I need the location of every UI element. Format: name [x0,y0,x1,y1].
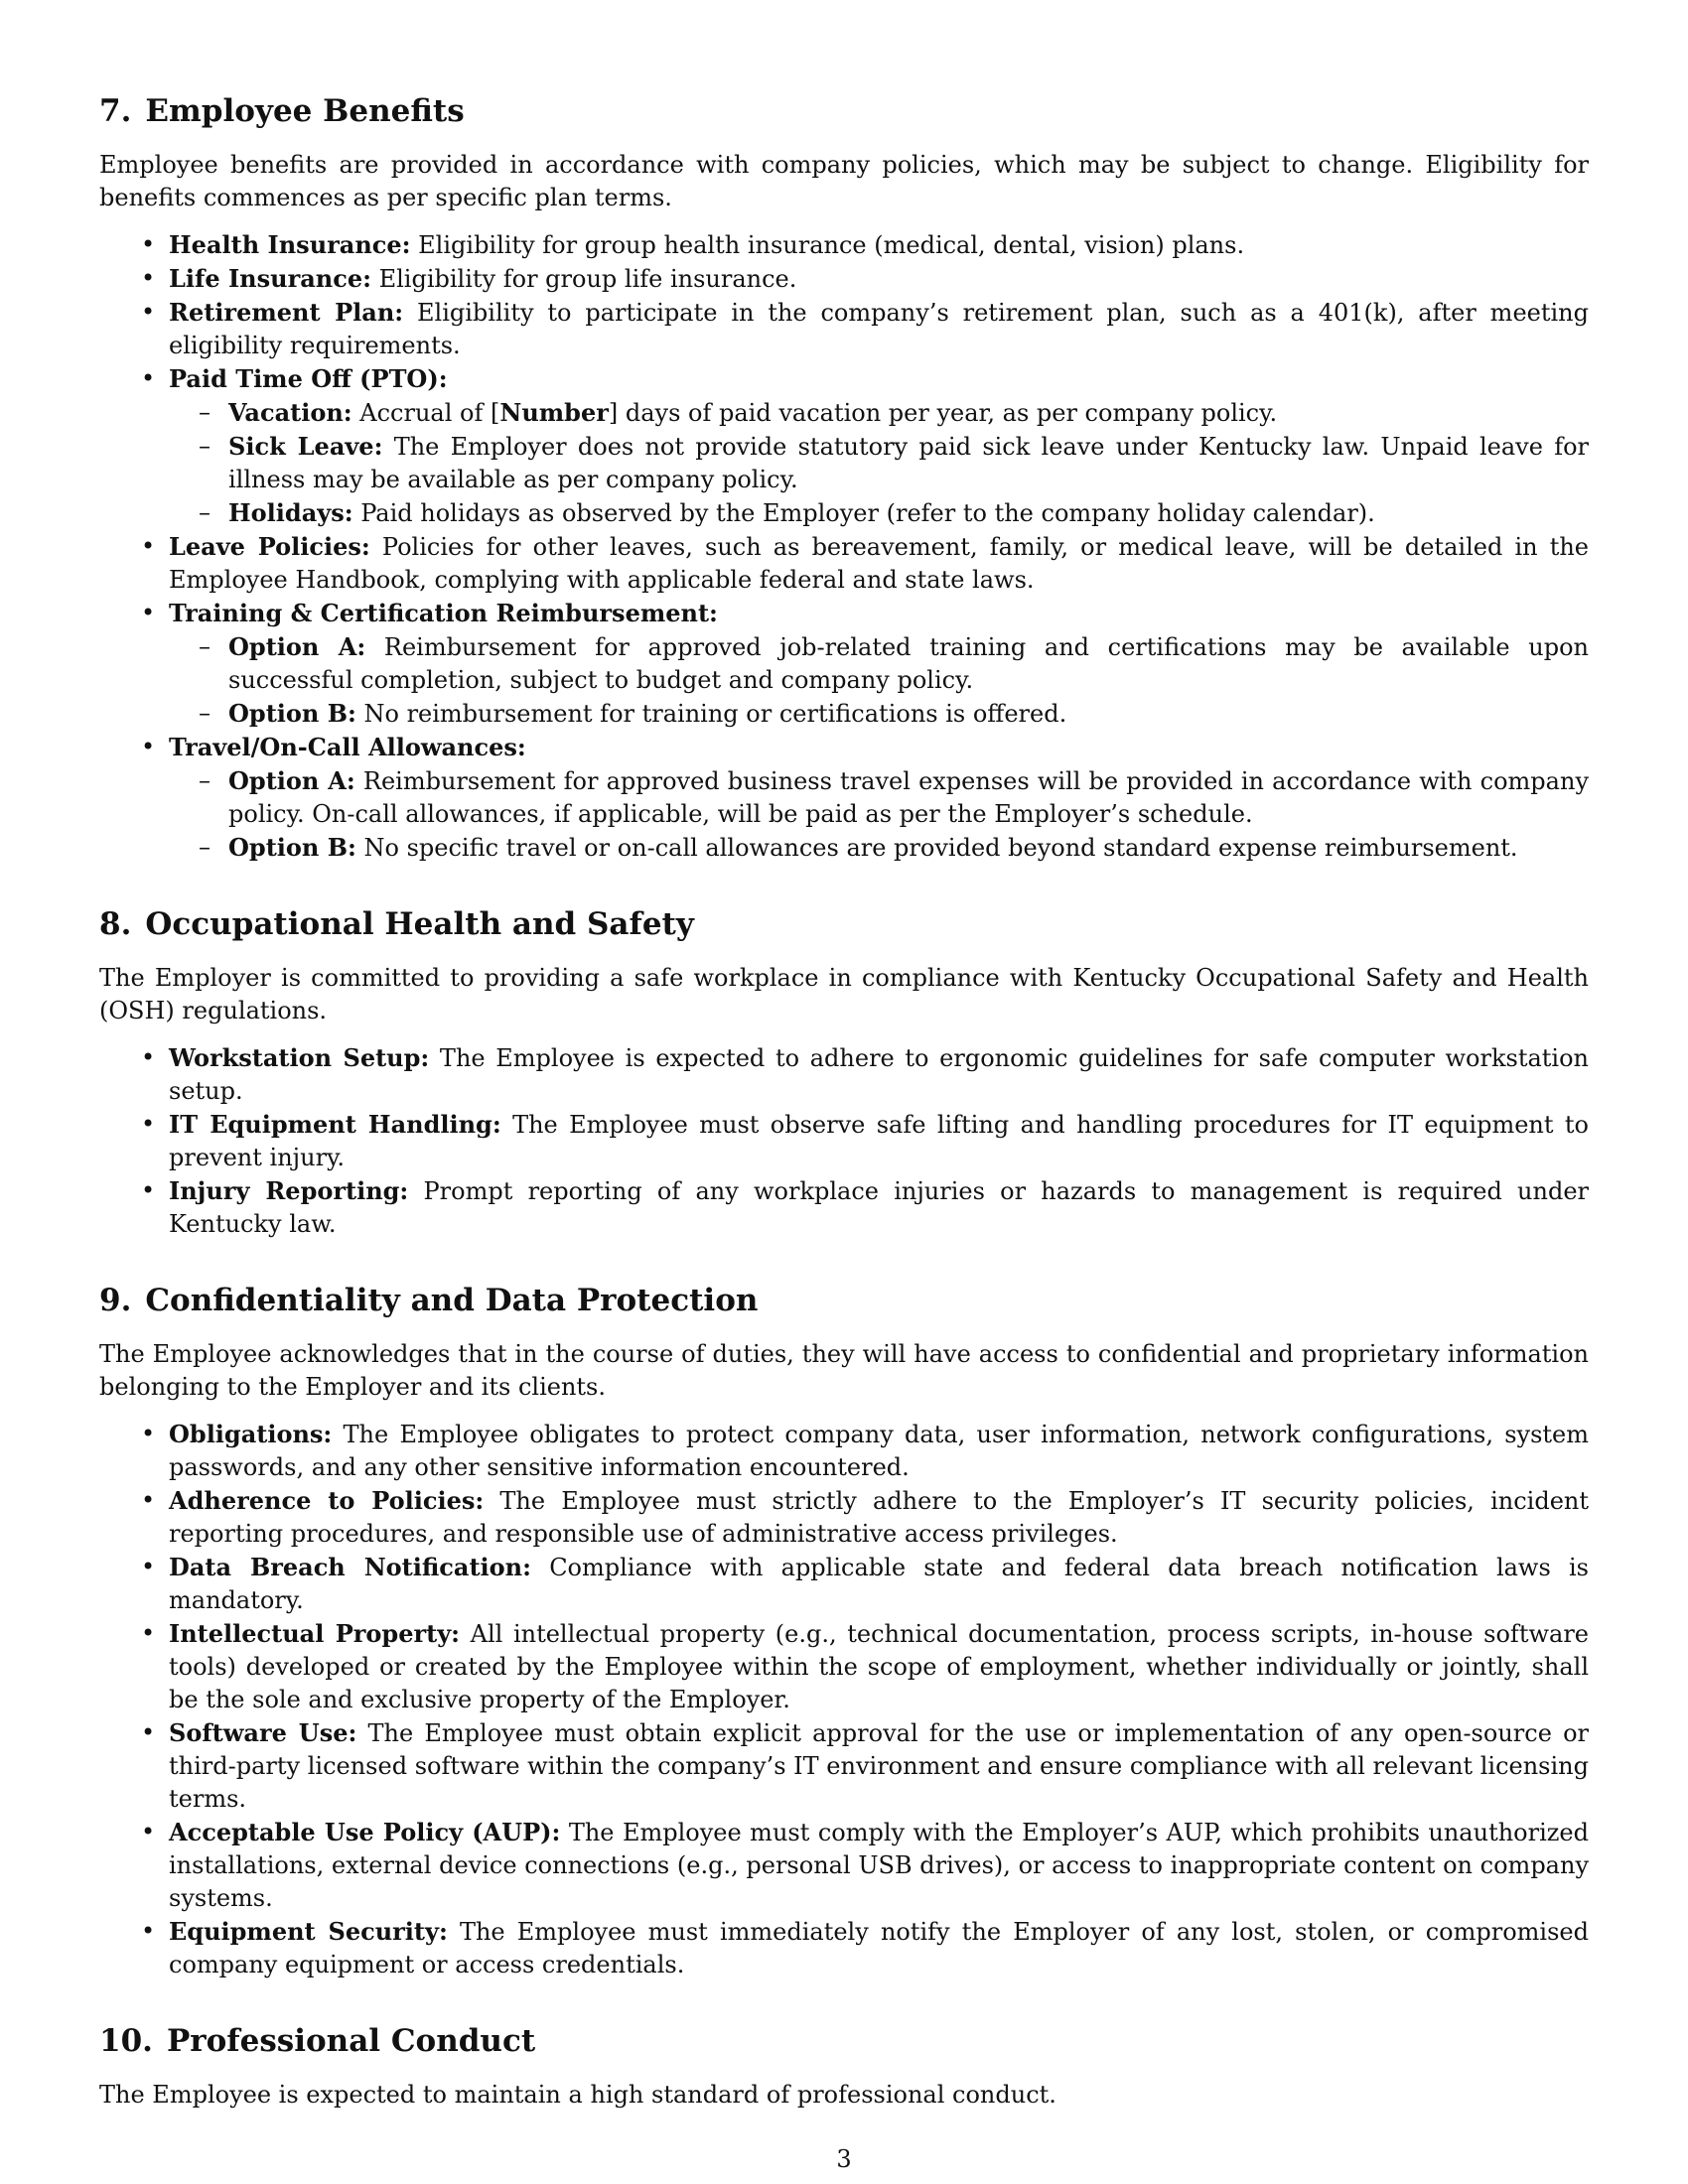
item-text: Accrual of [ [352,399,500,427]
list-item [169,1041,1589,1108]
item-text: All intellectual property (e.g., technical documentation, process scripts, in-house software tools) developed or created by the Employee within the scope of employment, whether individually or jointly, shall be the sole and exclusive property of the Employer. [169,1620,1589,1713]
confidentiality-list [99,1418,1589,1981]
list-item [169,1174,1589,1241]
item-label: Option B: [228,699,356,728]
travel-sublist [169,764,1589,865]
training-sublist [169,630,1589,731]
list-item [169,1484,1589,1551]
item-text: Eligibility to participate in the company’s retirement plan, such as a 401(k), after meeting eligibility requirements. [169,299,1589,359]
item-label: Option A: [228,632,366,661]
section-title: Occupational Health and Safety [145,906,694,942]
item-text: The Employee must strictly adhere to the Employer’s IT security policies, incident reporting procedures, and responsible use of administrative access privileges. [169,1487,1589,1548]
item-label: Injury Reporting: [169,1176,409,1205]
item-text: The Employee must immediately notify the Employer of any lost, stolen, or compromised company equipment or access credentials. [169,1918,1589,1979]
item-label: Adherence to Policies: [169,1486,485,1515]
item-text: Paid holidays as observed by the Employer (refer to the company holiday calendar). [352,499,1375,527]
sub-list-item [228,496,1589,530]
sub-list-item [228,430,1589,496]
section-intro: The Employee is expected to maintain a high standard of professional conduct. [99,2081,1056,2109]
section-occupational-health-safety [99,904,1589,1241]
list-item [169,597,1589,731]
item-text: The Employee obligates to protect company data, user information, network configurations, system passwords, and any other sensitive information encountered. [169,1421,1589,1481]
safety-list [99,1041,1589,1241]
item-label: Paid Time Off (PTO): [169,364,448,393]
section-number: 7. [99,93,132,129]
item-label: Intellectual Property: [169,1619,460,1648]
item-text: The Employer does not provide statutory paid sick leave under Kentucky law. Unpaid leave for illness may be available as per company policy. [228,433,1590,493]
item-text: No specific travel or on-call allowances are provided beyond standard expense reimbursement. [355,834,1518,862]
item-label: Data Breach Notification: [169,1553,531,1581]
item-text: Prompt reporting of any workplace injuries or hazards to management is required under Kentucky law. [169,1177,1589,1238]
item-text: Eligibility for group health insurance (medical, dental, vision) plans. [410,231,1245,259]
item-label: Acceptable Use Policy (AUP): [169,1818,561,1846]
section-number: 9. [99,1283,132,1318]
document-page [99,91,1589,2151]
item-label: Travel/On-Call Allowances: [169,733,526,761]
section-number: 10. [99,2023,153,2059]
section-title: Professional Conduct [166,2023,536,2059]
section-heading [99,904,1589,944]
item-label: Health Insurance: [169,230,411,259]
item-text: The Employee is expected to adhere to ergonomic guidelines for safe computer workstation setup. [169,1044,1590,1105]
item-label: Holidays: [228,498,353,527]
list-item [169,1816,1589,1915]
sub-list-item [228,764,1589,831]
section-intro: The Employer is committed to providing a safe workplace in compliance with Kentucky Occupational Safety and Health (OSH) regulations. [99,964,1589,1024]
item-label: Option A: [228,766,355,795]
item-label: IT Equipment Handling: [169,1110,501,1139]
benefits-list [99,228,1589,865]
sub-list-item [228,396,1589,430]
list-item [169,1716,1589,1816]
list-item [169,262,1589,296]
section-title: Confidentiality and Data Protection [145,1283,759,1318]
item-text: Compliance with applicable state and federal data breach notification laws is mandatory. [169,1554,1589,1614]
section-intro: The Employee acknowledges that in the course of duties, they will have access to confidential and proprietary information belonging to the Employer and its clients. [99,1340,1589,1401]
section-number: 8. [99,906,132,942]
list-item [169,362,1589,530]
item-text: No reimbursement for training or certifications is offered. [355,700,1067,728]
section-heading [99,1281,1589,1320]
list-item [169,1617,1589,1716]
section-heading [99,91,1589,131]
item-label: Vacation: [228,398,352,427]
section-heading [99,2021,1589,2061]
sub-list-item [228,630,1589,697]
item-text: The Employee must observe safe lifting and handling procedures for IT equipment to prevent injury. [169,1111,1589,1171]
item-text: The Employee must comply with the Employer’s AUP, which prohibits unauthorized installations, external device connections (e.g., personal USB drives), or access to inappropriate content on company systems. [169,1819,1589,1912]
list-item [169,296,1589,362]
item-label: Training & Certification Reimbursement: [169,599,718,627]
placeholder-number: Number [499,398,609,427]
item-text: Eligibility for group life insurance. [370,265,797,293]
list-item [169,228,1589,262]
item-text: Reimbursement for approved business travel expenses will be provided in accordance with company policy. On-call allowances, if applicable, will be paid as per the Employer’s schedule. [228,767,1589,828]
item-text: ] days of paid vacation per year, as per company policy. [608,399,1278,427]
item-label: Workstation Setup: [169,1043,430,1072]
item-label: Life Insurance: [169,264,371,293]
item-label: Option B: [228,833,356,862]
item-label: Leave Policies: [169,532,370,561]
item-text: Reimbursement for approved job-related training and certifications may be available upon successful completion, subject to budget and company policy. [228,633,1590,694]
section-professional-conduct [99,2021,1589,2112]
sub-list-item [228,831,1589,865]
list-item [169,1551,1589,1617]
section-intro: Employee benefits are provided in accordance with company policies, which may be subject to change. Eligibility for benefits commences as per specific plan terms. [99,151,1589,211]
list-item [169,1915,1589,1981]
list-item [169,530,1589,597]
section-employee-benefits [99,91,1589,865]
item-text: Policies for other leaves, such as bereavement, family, or medical leave, will be detailed in the Employee Handbook, complying with applicable federal and state laws. [169,533,1590,594]
sub-list-item [228,697,1589,731]
pto-sublist [169,396,1589,530]
item-label: Retirement Plan: [169,298,404,327]
list-item [169,731,1589,865]
item-text: The Employee must obtain explicit approval for the use or implementation of any open-source or third-party licensed software within the company’s IT environment and ensure compliance with all relevant licensing terms. [169,1719,1589,1813]
item-label: Obligations: [169,1420,333,1448]
list-item [169,1108,1589,1174]
item-label: Software Use: [169,1718,357,1747]
section-confidentiality-data-protection [99,1281,1589,1981]
page-number: 3 [836,2145,852,2173]
item-label: Equipment Security: [169,1917,448,1946]
section-title: Employee Benefits [145,93,465,129]
list-item [169,1418,1589,1484]
item-label: Sick Leave: [228,432,383,461]
